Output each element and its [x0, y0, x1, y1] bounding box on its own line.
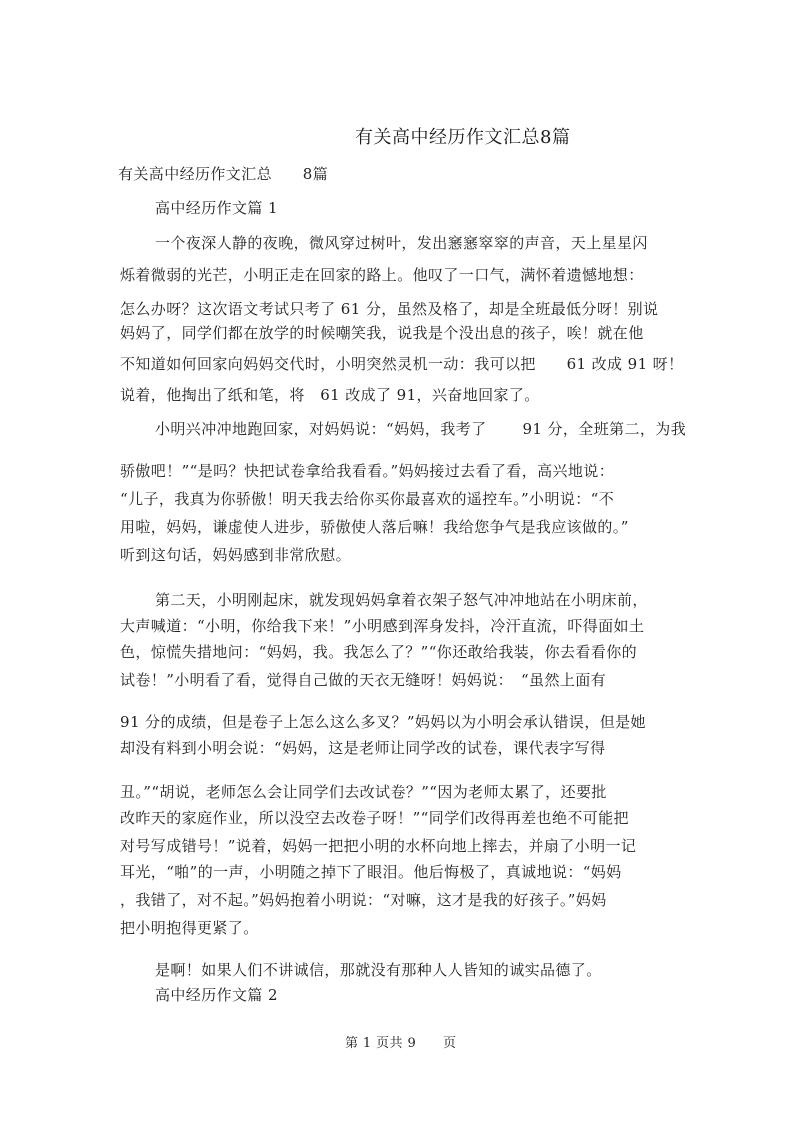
- paragraph-line: 却没有料到小明会说：“妈妈，这是老师让同学改的试卷，课代表字写得: [120, 739, 606, 757]
- paragraph-line: 不知道如何回家向妈妈交代时，小明突然灵机一动：我可以把 61 改成 91 呀！: [120, 355, 684, 373]
- section-heading: 高中经历作文篇 2: [155, 986, 278, 1004]
- paragraph-line: 试卷！”小明看了看，觉得自己做的天衣无缝呀！妈妈说： “虽然上面有: [120, 671, 607, 689]
- paragraph-line: 说着，他掏出了纸和笔，将 61 改成了 91，兴奋地回家了。: [120, 386, 540, 404]
- paragraph-line: 小明兴冲冲地跑回家，对妈妈说：“妈妈，我考了 91 分，全班第二，为我: [155, 420, 687, 438]
- paragraph-line: 听到这句话，妈妈感到非常欣慰。: [120, 546, 352, 564]
- paragraph-line: 一个夜深人静的夜晚，微风穿过树叶，发出窸窸窣窣的声音，天上星星闪: [155, 234, 648, 252]
- paragraph-line: 用啦，妈妈，谦虚使人进步，骄傲使人落后嘛！我给您争气是我应该做的。”: [120, 518, 629, 536]
- paragraph-line: 丑。”“胡说，老师怎么会让同学们去改试卷？”“因为老师太累了，还要批: [120, 783, 607, 801]
- paragraph-line: 是啊！如果人们不讲诚信，那就没有那种人人皆知的诚实品德了。: [155, 961, 602, 979]
- paragraph-line: 骄傲吧！”“是吗？快把试卷拿给我看看。”妈妈接过去看了看，高兴地说：: [120, 462, 615, 480]
- paragraph-line: 改昨天的家庭作业，所以没空去改卷子呀！”“同学们改得再差也绝不可能把: [120, 809, 629, 827]
- paragraph-line: 色，惊慌失措地问：“妈妈，我。我怎么了？”“你还敢给我装，你去看看你的: [120, 643, 638, 661]
- paragraph-line: 91 分的成绩，但是卷子上怎么这么多叉？”妈妈以为小明会承认错误，但是她: [120, 713, 646, 731]
- paragraph-line: 怎么办呀？这次语文考试只考了 61 分，虽然及格了，却是全班最低分呀！别说: [120, 300, 659, 318]
- paragraph-line: “儿子，我真为你骄傲！明天我去给你买你最喜欢的遥控车。”小明说：“不: [120, 490, 615, 508]
- document-subtitle: 有关高中经历作文汇总 8篇: [118, 165, 329, 183]
- paragraph-line: ，我错了，对不起。”妈妈抱着小明说：“对嘛，这才是我的好孩子。”妈妈: [120, 891, 607, 909]
- section-heading: 高中经历作文篇 1: [155, 199, 278, 217]
- paragraph-line: 第二天，小明刚起床，就发现妈妈拿着衣架子怒气冲冲地站在小明床前，: [155, 591, 648, 609]
- paragraph-line: 对号写成错号！”说着，妈妈一把把小明的水杯向地上摔去，并扇了小明一记: [120, 837, 637, 855]
- paragraph-line: 妈妈了，同学们都在放学的时候嘲笑我，说我是个没出息的孩子，唉！就在他: [120, 324, 644, 342]
- page-footer: 第 1 页共 9 页: [345, 1036, 457, 1051]
- paragraph-line: 大声喊道：“小明，你给我下来！”小明感到浑身发抖，冷汗直流，吓得面如土: [120, 617, 645, 635]
- document-title: 有关高中经历作文汇总8篇: [355, 127, 571, 148]
- paragraph-line: 把小明抱得更紧了。: [120, 919, 259, 937]
- paragraph-line: 烁着微弱的光芒，小明正走在回家的路上。他叹了一口气，满怀着遗憾地想：: [120, 266, 644, 284]
- paragraph-line: 耳光，“啪”的一声，小明随之掉下了眼泪。他后悔极了，真诚地说：“妈妈: [120, 863, 622, 881]
